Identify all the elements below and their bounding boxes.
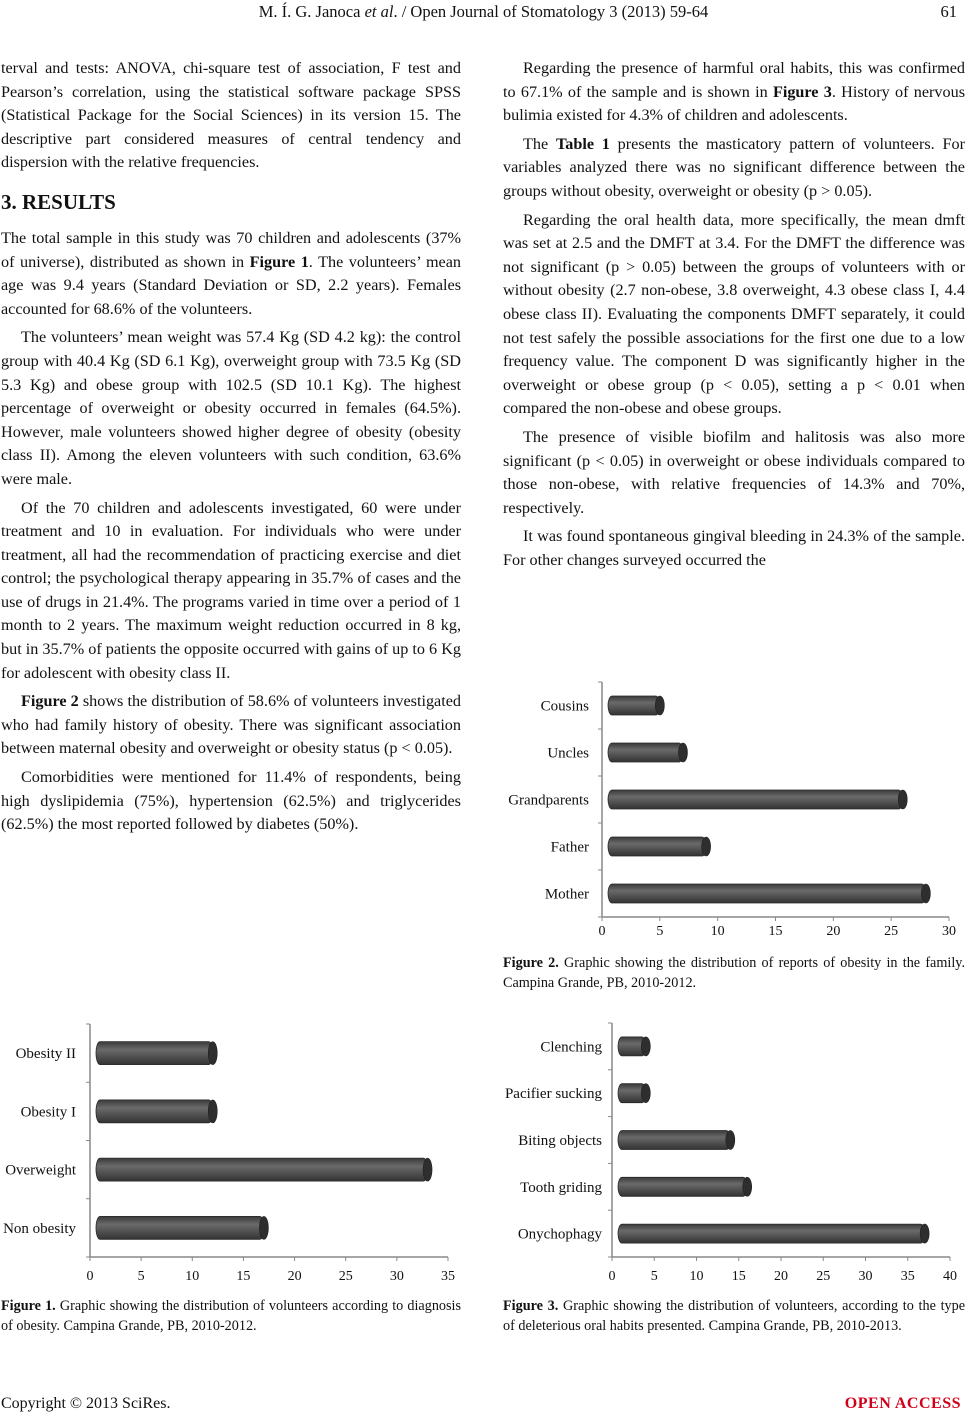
- bar-father: [608, 837, 711, 856]
- x-tick-label: 25: [338, 1269, 353, 1284]
- x-tick-label: 5: [137, 1269, 145, 1284]
- x-tick-label: 5: [656, 924, 664, 939]
- figure-3-reference[interactable]: Figure 3: [772, 82, 832, 101]
- bar-overweight: [96, 1158, 432, 1181]
- x-tick-label: 20: [826, 924, 841, 939]
- x-tick-label: 0: [608, 1269, 616, 1284]
- figure-3-chart: [497, 1017, 965, 1289]
- category-label: Clenching: [540, 1039, 602, 1056]
- caption-text: Graphic showing the distribution of volunteers according to diagnosis of obesity. Campina Grande, PB, 2010-2012.: [1, 1298, 461, 1334]
- bar-non-obesity: [96, 1216, 268, 1239]
- figure-label: Figure 3.: [503, 1298, 559, 1314]
- text: shows the distribution of 58.6% of volunteers investigated who had family history of obesity. There was significant association between maternal obesity and overweight or obesity status (p < 0.05).: [1, 692, 461, 758]
- paragraph: It was found spontaneous gingival bleeding in 24.3% of the sample. For other changes surveyed occurred the: [503, 527, 965, 569]
- figure-2-caption: [503, 954, 965, 993]
- x-tick-label: 20: [774, 1269, 788, 1284]
- x-tick-label: 30: [389, 1269, 404, 1284]
- category-label: Mother: [544, 886, 589, 903]
- copyright-notice: Copyright © 2013 SciRes.: [1, 1395, 171, 1412]
- category-label: Uncles: [547, 745, 589, 762]
- text: . The volunteers’ mean age was 9.4 years (Standard Deviation or SD, 2.2 years). Females accounted for 68.6% of the volunteers.: [1, 252, 462, 318]
- left-column: [1, 57, 461, 837]
- bar-onychophagy: [618, 1224, 929, 1243]
- bar-clenching: [618, 1037, 650, 1056]
- text: The total sample in this study was 70 children and adolescents (37% of universe), distributed as shown in: [1, 228, 461, 271]
- x-tick-label: 0: [598, 924, 606, 939]
- x-tick-label: 10: [710, 924, 725, 939]
- bar-uncles: [608, 743, 687, 762]
- category-label: Biting objects: [518, 1133, 602, 1149]
- paragraph: [1, 690, 461, 761]
- paragraph: The presence of visible biofilm and halitosis was also more significant (p < 0.05) in overweight or obese individuals compared to those non-obese, with relative frequencies of 14.3% and 70%, respectively.: [503, 427, 965, 517]
- header-authors: M. Í. G. Janoca: [258, 2, 361, 21]
- x-tick-label: 10: [185, 1269, 200, 1284]
- category-label: Onychophagy: [517, 1226, 602, 1243]
- table-1-reference[interactable]: Table 1: [555, 134, 610, 153]
- x-tick-label: 35: [441, 1269, 455, 1284]
- category-label: Cousins: [540, 698, 589, 715]
- x-tick-label: 25: [816, 1269, 831, 1284]
- bar-cousins: [608, 696, 664, 715]
- bar-biting-objects: [618, 1131, 735, 1150]
- x-tick-label: 30: [942, 924, 956, 939]
- x-tick-label: 15: [768, 924, 783, 939]
- caption-text: Graphic showing the distribution of reports of obesity in the family. Campina Grande, PB, 2010-2012.: [503, 955, 965, 991]
- x-tick-label: 40: [943, 1269, 957, 1284]
- x-tick-label: 15: [731, 1269, 746, 1284]
- category-label: Overweight: [5, 1162, 76, 1179]
- page-number: 61: [940, 2, 957, 21]
- text: presents the masticatory pattern of volunteers. For variables analyzed there was no significant difference between the groups without obesity, overweight or obesity (p > 0.05).: [503, 134, 965, 200]
- x-tick-label: 5: [650, 1269, 658, 1284]
- running-header: [0, 2, 967, 24]
- bar-obesity-ii: [96, 1042, 217, 1065]
- bar-obesity-i: [96, 1100, 217, 1123]
- figure-1-chart: [0, 1012, 470, 1290]
- figure-label: Figure 1.: [1, 1298, 56, 1314]
- paragraph: [503, 57, 965, 128]
- text: The: [523, 134, 556, 153]
- paragraph: The volunteers’ mean weight was 57.4 Kg (SD 4.2 kg): the control group with 40.4 Kg (SD 6.1 Kg), overweight group with 73.5 Kg (SD 5.3 Kg) and obese group with 102.5 (SD 10.1 Kg). The highest percentage of overweight or obesity occurred in females (64.5%). However, male volunteers showed higher degree of obesity (obesity class II). Among the eleven volunteers with such condition, 63.6% were male.: [1, 328, 461, 488]
- paragraph: terval and tests: ANOVA, chi-square test of association, F test and Pearson’s correlation, using the statistical software package SPSS (Statistical Package for the Social Sciences) in its version 15. The descriptive part considered measures of central tendency and dispersion with the relative frequencies.: [1, 59, 461, 172]
- paragraph: [1, 227, 461, 321]
- text: Regarding the presence of harmful oral habits, this was confirmed to 67.1% of the sample and is shown in: [503, 59, 965, 101]
- figure-2-reference[interactable]: Figure 2: [21, 692, 79, 711]
- bar-pacifier-sucking: [618, 1084, 650, 1103]
- paragraph: Comorbidities were mentioned for 11.4% of respondents, being high dyslipidemia (75%), hypertension (62.5%) and triglycerides (62.5%) the most reported followed by diabetes (50%).: [1, 768, 461, 834]
- figure-2-chart: [497, 672, 965, 940]
- header-etal: et al: [364, 2, 394, 21]
- section-heading: 3. RESULTS: [1, 189, 116, 214]
- x-tick-label: 20: [287, 1269, 302, 1284]
- figure-1-caption: [1, 1297, 461, 1336]
- bar-tooth-griding: [618, 1177, 752, 1196]
- figure-1-reference[interactable]: Figure 1: [249, 252, 309, 271]
- paragraph: [503, 133, 965, 204]
- header-journal: . / Open Journal of Stomatology 3 (2013) 59-64: [393, 2, 709, 21]
- x-tick-label: 35: [900, 1269, 915, 1284]
- category-label: Obesity II: [15, 1046, 76, 1063]
- category-label: Obesity I: [20, 1104, 76, 1121]
- x-tick-label: 25: [884, 924, 899, 939]
- x-tick-label: 0: [86, 1269, 94, 1284]
- header-citation: [0, 2, 967, 22]
- category-label: Grandparents: [508, 792, 589, 809]
- right-column: [503, 57, 965, 572]
- category-label: Pacifier sucking: [504, 1086, 602, 1103]
- open-access-badge: OPEN ACCESS: [844, 1395, 961, 1412]
- x-tick-label: 30: [858, 1269, 873, 1284]
- category-label: Father: [550, 839, 589, 856]
- figure-label: Figure 2.: [503, 955, 559, 971]
- x-tick-label: 15: [236, 1269, 251, 1284]
- category-label: Non obesity: [3, 1220, 76, 1237]
- text: . History of nervous bulimia existed for 4.3% of children and adolescents.: [503, 82, 965, 125]
- bar-mother: [608, 884, 930, 903]
- figure-3-caption: [503, 1297, 965, 1336]
- paragraph: Regarding the oral health data, more specifically, the mean dmft was set at 2.5 and the DMFT at 3.4. For the DMFT the difference was not significant (p > 0.05) between the groups of volunteers with or without obesity (2.7 non-obese, 3.8 overweight, 4.3 obese class I, 4.4 obese class II). Evaluating the components DMFT separately, it could not test safely the possible associations for the first one due to a low frequency value. The component D was significantly higher in the overweight or obese group (p < 0.05), setting a p < 0.01 when compared the non-obese and obese groups.: [503, 210, 965, 418]
- paragraph: Of the 70 children and adolescents investigated, 60 were under treatment and 10 in evaluation. For individuals who were under treatment, all had the recommendation of practicing exercise and diet control; the psychological therapy appearing in 35.7% of cases and the use of drugs in 21.4%. The programs varied in time over a period of 1 month to 2 years. The maximum weight reduction occurred in 8 kg, but in 35.7% of patients the opposite occurred with gains of up to 6 Kg for adolescent with obesity class II.: [1, 498, 461, 682]
- x-tick-label: 10: [689, 1269, 704, 1284]
- category-label: Tooth griding: [520, 1179, 602, 1196]
- caption-text: Graphic showing the distribution of volunteers, according to the type of deleterious oral habits presented. Campina Grande, PB, 2010-2013.: [503, 1298, 965, 1334]
- bar-grandparents: [608, 790, 907, 809]
